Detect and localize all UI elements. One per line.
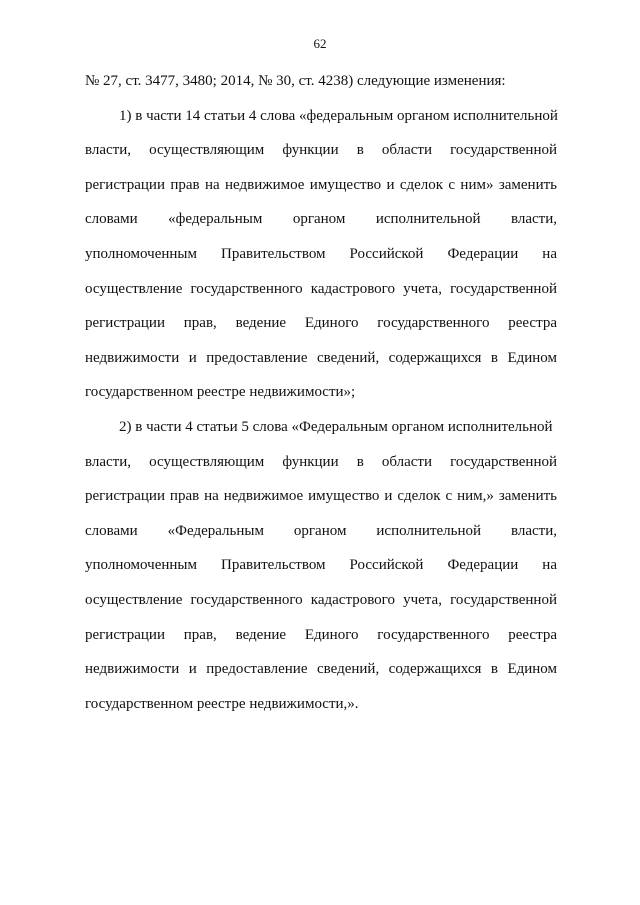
text-line: регистрации прав, ведение Единого государственного реестра [85,315,557,332]
text-line: недвижимости и предоставление сведений, содержащихся в Едином [85,349,557,366]
document-body [85,64,557,721]
text-line: власти, осуществляющим функции в области государственной [85,453,557,470]
text-line: государственном реестре недвижимости,». [85,695,359,712]
text-line: 1) в части 14 статьи 4 слова «федеральным органом исполнительной [119,107,558,124]
text-line: словами «Федеральным органом исполнительной власти, [85,522,557,539]
text-line: 2) в части 4 статьи 5 слова «Федеральным органом исполнительной [119,418,553,435]
text-line: власти, осуществляющим функции в области государственной [85,142,557,159]
text-line: уполномоченным Правительством Российской Федерации на [85,557,557,574]
text-line: уполномоченным Правительством Российской Федерации на [85,245,557,262]
text-line: № 27, ст. 3477, 3480; 2014, № 30, ст. 4238) следующие изменения: [85,73,506,89]
text-line: словами «федеральным органом исполнительной власти, [85,211,557,228]
text-line: регистрации прав, ведение Единого государственного реестра [85,626,557,643]
text-line: государственном реестре недвижимости»; [85,384,356,401]
text-line: регистрации прав на недвижимое имущество и сделок с ним» заменить [85,176,557,193]
text-line: осуществление государственного кадастрового учета, государственной [85,280,557,297]
text-line: регистрации прав на недвижимое имущество и сделок с ним,» заменить [85,488,557,505]
page-number: 62 [313,36,327,51]
text-line: осуществление государственного кадастрового учета, государственной [85,591,557,608]
text-line: недвижимости и предоставление сведений, содержащихся в Едином [85,661,557,678]
